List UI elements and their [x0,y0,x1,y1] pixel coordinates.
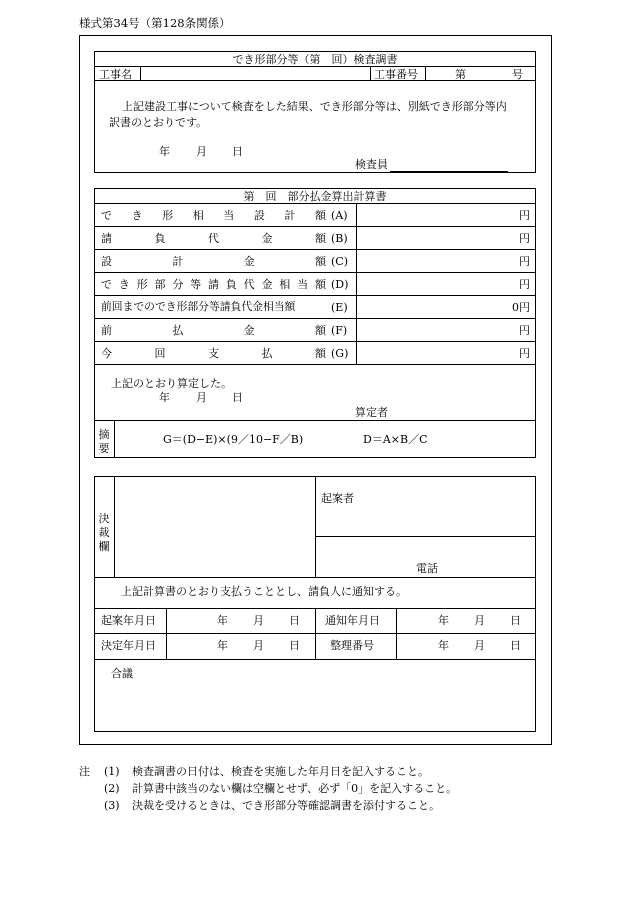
kian-month: 月 [253,614,264,627]
inspector-signature-line [390,171,508,172]
kettei-month: 月 [253,639,264,652]
seiri-label: 整理番号 [330,639,374,652]
notice-text: 上記計算書のとおり支払うこととし、請負人に通知する。 [121,585,407,598]
note-text: 決裁を受けるときは、でき形部分等確認調書を添付すること。 [132,799,440,812]
notes-prefix: 注 [79,765,90,778]
calc-row-value: 円 [519,209,530,222]
calc-row-code: (E) [331,301,348,314]
calculation-title: 第 回 部分払金算出計算書 [243,190,387,203]
kian-year: 年 [217,614,228,627]
calc-date-year: 年 [159,391,170,404]
kian-date-label: 起案年月日 [101,614,156,627]
calc-row-label: で き 形 部 分 等 請 負 代 金 相 当 額 [101,278,326,291]
calc-row-value: 0円 [512,301,530,314]
seiri-month: 月 [474,639,485,652]
calc-row-code: (G) [331,347,349,360]
seiri-year: 年 [438,639,449,652]
calc-row-value: 円 [519,347,530,360]
calc-row-value: 円 [519,255,530,268]
inspector-label: 検査員 [355,158,388,171]
tsuchi-year: 年 [438,614,449,627]
number-dai: 第 [455,68,466,81]
seiri-day: 日 [510,639,521,652]
kian-day: 日 [289,614,300,627]
calc-row-label: 前 払 金 額 [101,324,326,337]
calc-row-label: 前回までのでき形部分等請負代金相当額 [101,300,296,313]
koji-number-label: 工事番号 [374,68,418,81]
calc-date-month: 月 [196,391,207,404]
number-go: 号 [512,68,523,81]
inspection-date-month: 月 [196,145,207,158]
gougi-label: 合議 [111,667,133,680]
calc-note: 上記のとおり算定した。 [111,377,232,390]
kessai-label: 決裁欄 [98,512,110,553]
calc-row-label: で き 形 相 当 設 計 額 [101,209,326,222]
formula-d: D＝A×B／C [363,433,428,446]
calculation-box [94,188,536,458]
tsuchi-month: 月 [474,614,485,627]
inspection-body-line1: 上記建設工事について検査をした結果、でき形部分等は、別紙でき形部分等内 [122,100,507,113]
kianja-label: 起案者 [321,492,354,505]
note-num: (2) [104,782,120,795]
note-num: (1) [104,765,120,778]
kettei-date-label: 決定年月日 [101,639,156,652]
calc-row-code: (C) [331,255,348,268]
calc-row-label: 今 回 支 払 額 [101,347,326,360]
kettei-day: 日 [289,639,300,652]
calc-row-code: (B) [331,232,348,245]
summary-label: 摘要 [98,428,110,455]
calc-row-code: (D) [331,278,349,291]
inspection-date-year: 年 [159,145,170,158]
kettei-year: 年 [217,639,228,652]
calc-row-label: 設 計 金 額 [101,255,326,268]
inspection-body-line2: 訳書のとおりです。 [109,116,208,129]
calc-row-value: 円 [519,232,530,245]
formula-g: G＝(D−E)×(9／10−F／B) [163,433,304,446]
denwa-label: 電話 [416,562,438,575]
inspection-title: でき形部分等（第 回）検査調書 [232,53,398,66]
calc-row-code: (A) [331,209,348,222]
tsuchi-date-label: 通知年月日 [325,614,380,627]
koji-name-label: 工事名 [99,68,132,81]
form-label: 様式第34号（第128条関係） [79,16,231,30]
calc-row-value: 円 [519,278,530,291]
calc-date-day: 日 [232,391,243,404]
note-text: 計算書中該当のない欄は空欄とせず、必ず「0」を記入すること。 [132,782,458,795]
calc-row-code: (F) [331,324,348,337]
calc-row-label: 請 負 代 金 額 [101,232,326,245]
calculator-label: 算定者 [355,406,388,419]
calc-row-value: 円 [519,324,530,337]
inspection-date-day: 日 [232,145,243,158]
tsuchi-day: 日 [510,614,521,627]
note-num: (3) [104,799,120,812]
note-text: 検査調書の日付は、検査を実施した年月日を記入すること。 [132,765,429,778]
